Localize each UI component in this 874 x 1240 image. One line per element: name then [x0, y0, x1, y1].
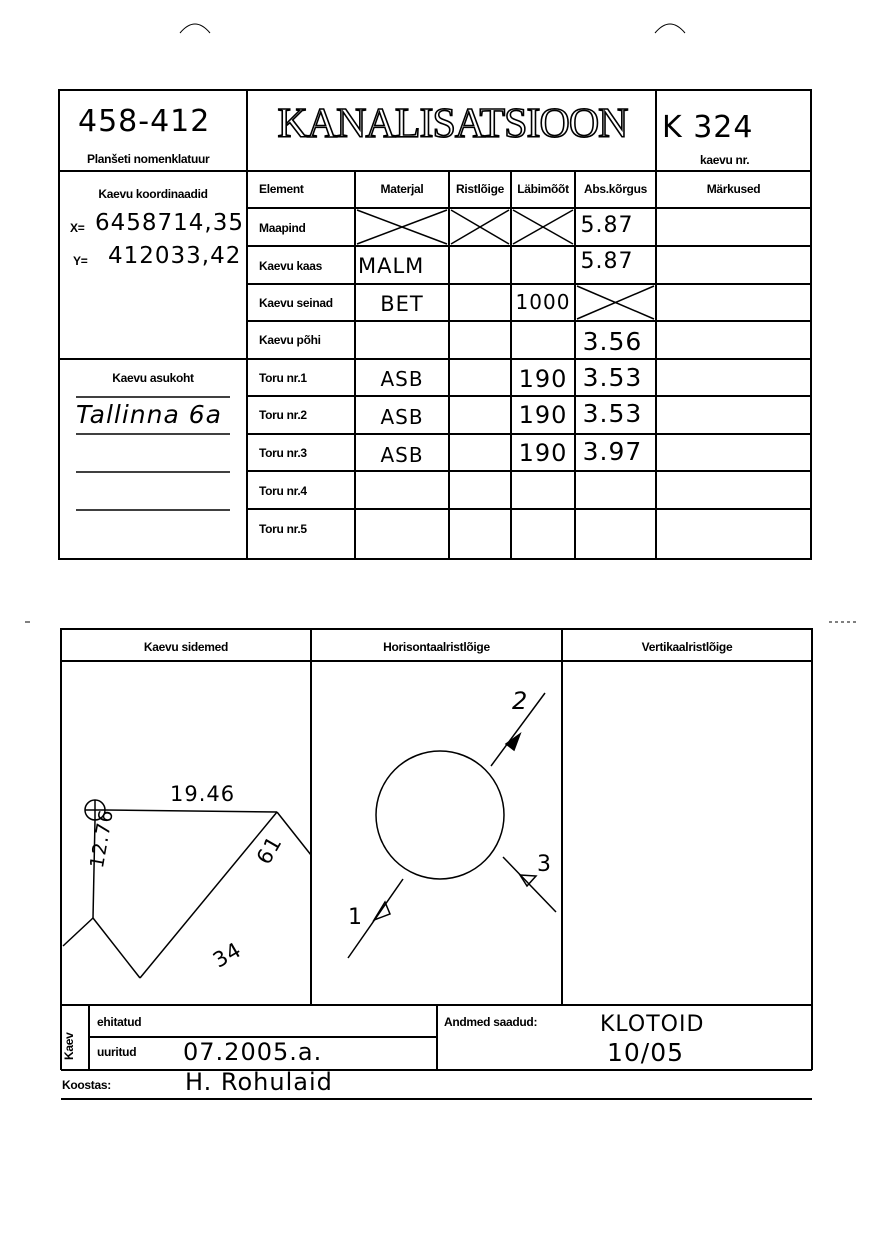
header-section: Ristlõige [456, 182, 504, 196]
row-element: Toru nr.2 [259, 408, 307, 422]
surveyed-label: uuritud [97, 1045, 137, 1059]
row-diameter: 190 [518, 439, 568, 467]
row-material: BET [380, 292, 424, 316]
row-diameter: 1000 [515, 290, 571, 314]
compiled-label: Koostas: [62, 1078, 111, 1092]
nomenclature-label: Planšeti nomenklatuur [87, 152, 210, 166]
data-received-label: Andmed saadud: [444, 1015, 538, 1029]
built-label: ehitatud [97, 1015, 142, 1029]
row-height: 5.87 [580, 213, 634, 238]
well-number-value: K 324 [662, 110, 754, 145]
x-coordinate-label: X= [70, 221, 85, 235]
location-label: Kaevu asukoht [112, 371, 194, 385]
tie-value: 12.76 [86, 807, 118, 870]
row-element: Toru nr.5 [259, 522, 307, 536]
y-coordinate-label: Y= [73, 254, 88, 268]
row-height: 5.87 [580, 249, 634, 274]
row-height: 3.53 [582, 399, 643, 428]
compiled-value: H. Rohulaid [185, 1068, 333, 1096]
well-circle [376, 751, 504, 879]
pipe-number: 1 [348, 905, 363, 930]
form-title: KANALISATSIOON [277, 101, 628, 147]
tie-value: 61 [251, 831, 287, 869]
coordinates-label: Kaevu koordinaadid [98, 187, 208, 201]
row-height: 3.56 [582, 327, 643, 356]
tie-value: 19.46 [170, 782, 236, 806]
x-coordinate-value: 6458714,35 [95, 210, 245, 236]
punch-hole-right [655, 24, 685, 33]
data-received-value: KLOTOID [600, 1012, 705, 1037]
row-height: 3.97 [582, 437, 643, 466]
nomenclature-value: 458-412 [78, 104, 211, 139]
horizontal-section-label: Horisontaalristlõige [383, 640, 490, 654]
vertical-section-label: Vertikaalristlõige [641, 640, 733, 654]
row-element: Toru nr.1 [259, 371, 307, 385]
row-element: Toru nr.4 [259, 484, 307, 498]
row-diameter: 190 [518, 401, 568, 429]
surveyed-value: 07.2005.a. [183, 1038, 323, 1066]
header-diameter: Läbimõõt [517, 182, 569, 196]
row-element: Kaevu kaas [259, 259, 323, 273]
pipe-number: 2 [512, 687, 529, 715]
row-diameter: 190 [518, 365, 568, 393]
row-element: Maapind [259, 221, 306, 235]
well-side-label: Kaev [62, 1032, 76, 1060]
horizontal-section-sketch [348, 693, 556, 958]
row-element: Kaevu seinad [259, 296, 333, 310]
row-element: Toru nr.3 [259, 446, 307, 460]
header-notes: Märkused [706, 182, 761, 196]
header-material: Materjal [380, 182, 424, 196]
well-number-label: kaevu nr. [700, 153, 750, 167]
header-element: Element [259, 182, 304, 196]
row-element: Kaevu põhi [259, 333, 321, 347]
header-abs-height: Abs.kõrgus [583, 182, 647, 196]
row-material: ASB [380, 367, 424, 391]
row-material: MALM [358, 254, 425, 278]
pipe-number: 3 [537, 852, 552, 877]
y-coordinate-value: 412033,42 [108, 243, 242, 269]
row-material: ASB [380, 443, 424, 467]
row-material: ASB [380, 405, 424, 429]
punch-hole-left [180, 24, 210, 33]
pipe-1-arrow-icon [374, 902, 390, 920]
tie-value: 34 [208, 937, 246, 973]
ties-label: Kaevu sidemed [143, 640, 229, 654]
location-value: Tallinna 6a [76, 400, 222, 429]
row-height: 3.53 [582, 363, 643, 392]
data-received-date: 10/05 [607, 1038, 685, 1067]
